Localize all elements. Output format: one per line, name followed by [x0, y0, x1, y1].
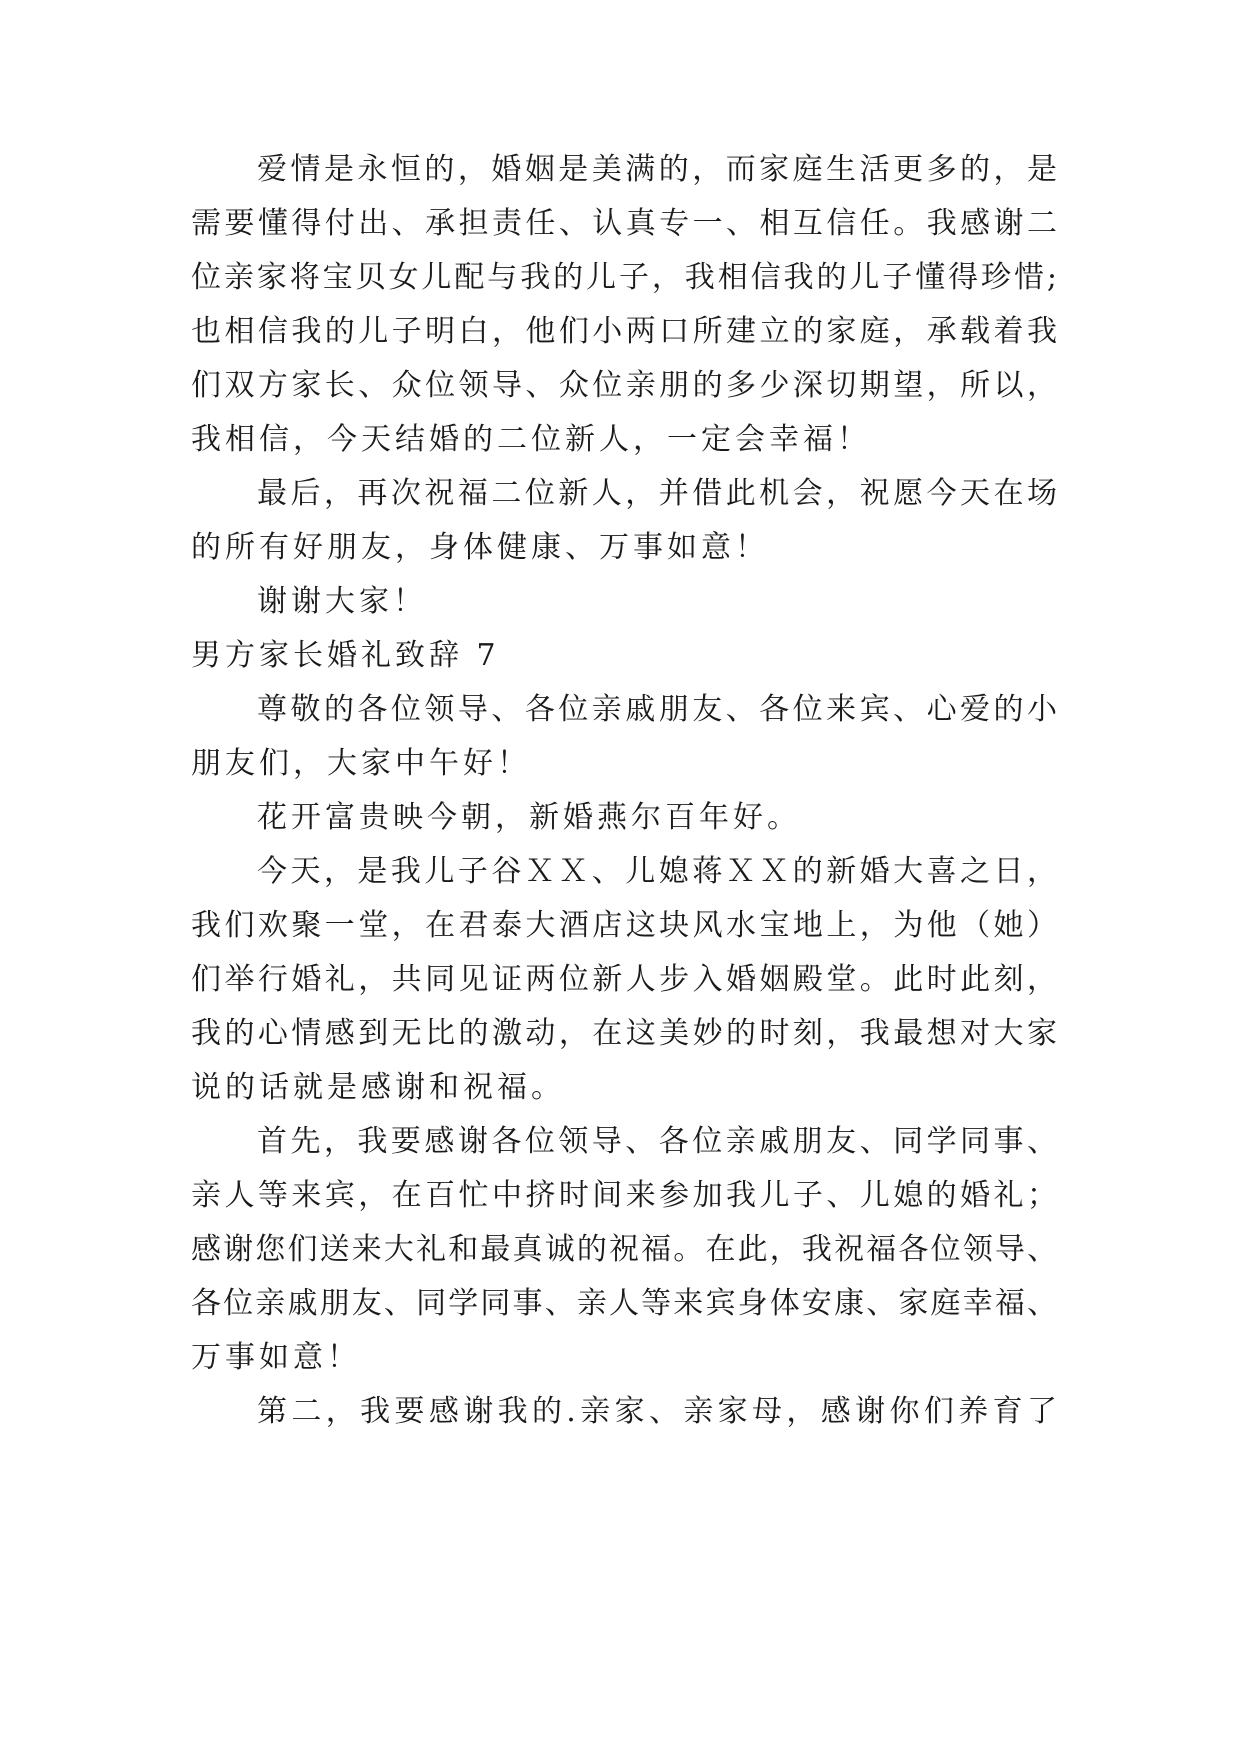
paragraph-line: 也相信我的儿子明白，他们小两口所建立的家庭，承载着我	[191, 314, 1057, 349]
paragraph-line: 尊敬的各位领导、各位亲戚朋友、各位来宾、心爱的小	[257, 692, 1057, 727]
paragraph-line: 们双方家长、众位领导、众位亲朋的多少深切期望，所以，	[191, 368, 1057, 403]
paragraph-line: 我们欢聚一堂，在君泰大酒店这块风水宝地上，为他（她）	[191, 908, 1057, 943]
paragraph-line: 我的心情感到无比的激动，在这美妙的时刻，我最想对大家	[191, 1016, 1057, 1051]
section-heading: 男方家长婚礼致辞 7	[191, 638, 500, 673]
paragraph-line: 感谢您们送来大礼和最真诚的祝福。在此，我祝福各位领导、	[191, 1232, 1057, 1267]
paragraph-line: 需要懂得付出、承担责任、认真专一、相互信任。我感谢二	[191, 206, 1057, 241]
paragraph-line: 我相信，今天结婚的二位新人，一定会幸福！	[191, 422, 871, 457]
paragraph-line: 各位亲戚朋友、同学同事、亲人等来宾身体安康、家庭幸福、	[191, 1286, 1057, 1321]
paragraph-line: 万事如意！	[191, 1340, 361, 1375]
paragraph-line: 谢谢大家！	[257, 584, 427, 619]
paragraph-line: 位亲家将宝贝女儿配与我的儿子，我相信我的儿子懂得珍惜;	[191, 260, 1057, 295]
paragraph-line: 首先，我要感谢各位领导、各位亲戚朋友、同学同事、	[257, 1124, 1057, 1159]
paragraph-line: 最后，再次祝福二位新人，并借此机会，祝愿今天在场	[257, 476, 1057, 511]
paragraph-line: 的所有好朋友，身体健康、万事如意！	[191, 530, 769, 565]
paragraph-line: 们举行婚礼，共同见证两位新人步入婚姻殿堂。此时此刻，	[191, 962, 1057, 997]
paragraph-line: 花开富贵映今朝，新婚燕尔百年好。	[257, 800, 801, 835]
paragraph-line: 说的话就是感谢和祝福。	[191, 1070, 565, 1105]
paragraph-line: 爱情是永恒的，婚姻是美满的，而家庭生活更多的，是	[257, 152, 1057, 187]
paragraph-line: 第二，我要感谢我的.亲家、亲家母，感谢你们养育了	[257, 1394, 1057, 1429]
paragraph-line: 亲人等来宾，在百忙中挤时间来参加我儿子、儿媳的婚礼；	[191, 1178, 1057, 1213]
paragraph-line: 今天，是我儿子谷ＸＸ、儿媳蒋ＸＸ的新婚大喜之日，	[257, 854, 1057, 889]
paragraph-line: 朋友们，大家中午好！	[191, 746, 531, 781]
